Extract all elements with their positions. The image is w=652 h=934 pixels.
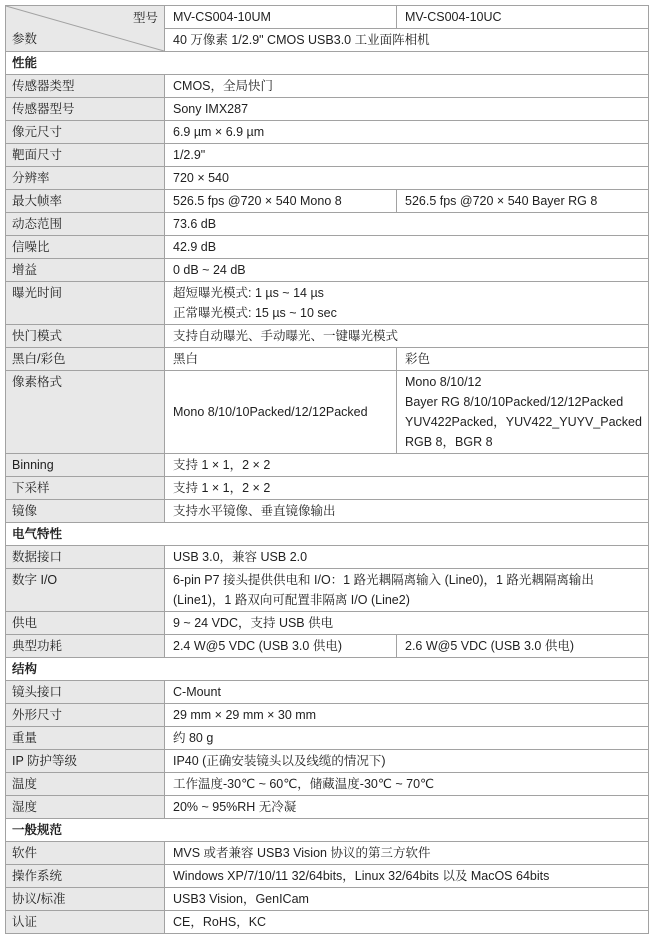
row-value: IP40 (正确安装镜头以及线缆的情况下): [165, 750, 649, 773]
spec-row: [6, 888, 649, 911]
row-label: 快门模式: [6, 325, 165, 348]
row-value: 526.5 fps @720 × 540 Mono 8: [165, 190, 397, 213]
row-label: 曝光时间: [6, 282, 165, 325]
row-label: 软件: [6, 842, 165, 865]
row-label: 传感器类型: [6, 75, 165, 98]
spec-row: [6, 236, 649, 259]
spec-row: [6, 371, 649, 454]
section-title: 结构: [6, 658, 649, 681]
row-value: 720 × 540: [165, 167, 649, 190]
row-value: 约 80 g: [165, 727, 649, 750]
row-value: 支持 1 × 1，2 × 2: [165, 477, 649, 500]
spec-row: [6, 681, 649, 704]
model-header-row: [6, 6, 649, 29]
spec-row: [6, 477, 649, 500]
row-value: [165, 282, 649, 325]
spec-row: [6, 842, 649, 865]
section-title: 一般规范: [6, 819, 649, 842]
row-value: 2.4 W@5 VDC (USB 3.0 供电): [165, 635, 397, 658]
row-label: 信噪比: [6, 236, 165, 259]
spec-row: [6, 190, 649, 213]
row-value: 黑白: [165, 348, 397, 371]
spec-row: [6, 911, 649, 934]
spec-row: [6, 727, 649, 750]
spec-row: [6, 348, 649, 371]
row-value: 29 mm × 29 mm × 30 mm: [165, 704, 649, 727]
row-value: 支持 1 × 1，2 × 2: [165, 454, 649, 477]
section-header-row: [6, 523, 649, 546]
value-line: RGB 8，BGR 8: [405, 435, 493, 449]
row-label: 增益: [6, 259, 165, 282]
corner-cell: [6, 6, 165, 52]
row-value: 彩色: [397, 348, 649, 371]
model-name-color: MV-CS004-10UC: [397, 6, 649, 29]
row-value: Sony IMX287: [165, 98, 649, 121]
row-value: Mono 8/10/10Packed/12/12Packed: [165, 371, 397, 454]
row-value: 42.9 dB: [165, 236, 649, 259]
value-line: Bayer RG 8/10/10Packed/12/12Packed: [405, 395, 624, 409]
row-value: 工作温度-30℃ ~ 60℃，储藏温度-30℃ ~ 70℃: [165, 773, 649, 796]
spec-row: [6, 259, 649, 282]
row-label: 镜头接口: [6, 681, 165, 704]
value-line: Mono 8/10/12: [405, 375, 482, 389]
row-label: 像元尺寸: [6, 121, 165, 144]
row-value: 2.6 W@5 VDC (USB 3.0 供电): [397, 635, 649, 658]
row-label: IP 防护等级: [6, 750, 165, 773]
row-label: 下采样: [6, 477, 165, 500]
row-value: USB3 Vision，GenICam: [165, 888, 649, 911]
row-label: Binning: [6, 454, 165, 477]
row-value: CE，RoHS，KC: [165, 911, 649, 934]
row-label: 分辨率: [6, 167, 165, 190]
section-header-row: [6, 52, 649, 75]
row-label: 湿度: [6, 796, 165, 819]
row-value: 支持自动曝光、手动曝光、一键曝光模式: [165, 325, 649, 348]
spec-row: [6, 750, 649, 773]
row-value: 0 dB ~ 24 dB: [165, 259, 649, 282]
spec-row: [6, 121, 649, 144]
spec-row: [6, 167, 649, 190]
row-value: 9 ~ 24 VDC，支持 USB 供电: [165, 612, 649, 635]
row-label: 典型功耗: [6, 635, 165, 658]
row-value: 6.9 µm × 6.9 µm: [165, 121, 649, 144]
row-label: 外形尺寸: [6, 704, 165, 727]
corner-model-label: 型号: [132, 11, 158, 25]
row-label: 像素格式: [6, 371, 165, 454]
spec-row: [6, 569, 649, 612]
spec-row: [6, 500, 649, 523]
row-value: 73.6 dB: [165, 213, 649, 236]
section-header-row: [6, 658, 649, 681]
row-value: C-Mount: [165, 681, 649, 704]
row-label: 温度: [6, 773, 165, 796]
row-label: 操作系统: [6, 865, 165, 888]
row-value: Windows XP/7/10/11 32/64bits，Linux 32/64bits 以及 MacOS 64bits: [165, 865, 649, 888]
spec-row: [6, 213, 649, 236]
spec-row: [6, 75, 649, 98]
row-value: USB 3.0，兼容 USB 2.0: [165, 546, 649, 569]
row-label: 镜像: [6, 500, 165, 523]
spec-row: [6, 796, 649, 819]
row-label: 动态范围: [6, 213, 165, 236]
row-value: 526.5 fps @720 × 540 Bayer RG 8: [397, 190, 649, 213]
spec-row: [6, 635, 649, 658]
section-title: 性能: [6, 52, 649, 75]
spec-row: [6, 144, 649, 167]
spec-row: [6, 773, 649, 796]
spec-row: [6, 325, 649, 348]
corner-parameter-label: 参数: [12, 32, 38, 46]
row-label: 传感器型号: [6, 98, 165, 121]
row-label: 黑白/彩色: [6, 348, 165, 371]
spec-row: [6, 454, 649, 477]
model-name-mono: MV-CS004-10UM: [165, 6, 397, 29]
spec-row: [6, 704, 649, 727]
row-value: 支持水平镜像、垂直镜像输出: [165, 500, 649, 523]
row-label: 供电: [6, 612, 165, 635]
row-label: 数字 I/O: [6, 569, 165, 612]
spec-row: [6, 282, 649, 325]
spec-sheet-page: [0, 5, 652, 929]
value-line: YUV422Packed，YUV422_YUYV_Packed: [405, 415, 642, 429]
section-header-row: [6, 819, 649, 842]
camera-description: 40 万像素 1/2.9" CMOS USB3.0 工业面阵相机: [165, 29, 649, 52]
spec-row: [6, 98, 649, 121]
row-value: MVS 或者兼容 USB3 Vision 协议的第三方软件: [165, 842, 649, 865]
row-label: 数据接口: [6, 546, 165, 569]
row-label: 最大帧率: [6, 190, 165, 213]
row-value: CMOS，全局快门: [165, 75, 649, 98]
value-line: 超短曝光模式: 1 µs ~ 14 µs: [173, 286, 324, 300]
spec-row: [6, 546, 649, 569]
row-label: 认证: [6, 911, 165, 934]
row-label: 重量: [6, 727, 165, 750]
row-label: 协议/标准: [6, 888, 165, 911]
row-value: [397, 371, 649, 454]
section-title: 电气特性: [6, 523, 649, 546]
value-line: 正常曝光模式: 15 µs ~ 10 sec: [173, 306, 337, 320]
row-label: 靶面尺寸: [6, 144, 165, 167]
spec-row: [6, 865, 649, 888]
row-value: 1/2.9": [165, 144, 649, 167]
spec-row: [6, 612, 649, 635]
camera-spec-table: [5, 5, 649, 934]
row-value: 20% ~ 95%RH 无冷凝: [165, 796, 649, 819]
row-value: 6-pin P7 接头提供供电和 I/O：1 路光耦隔离输入 (Line0)，1 路光耦隔离输出 (Line1)，1 路双向可配置非隔离 I/O (Line2): [165, 569, 649, 612]
